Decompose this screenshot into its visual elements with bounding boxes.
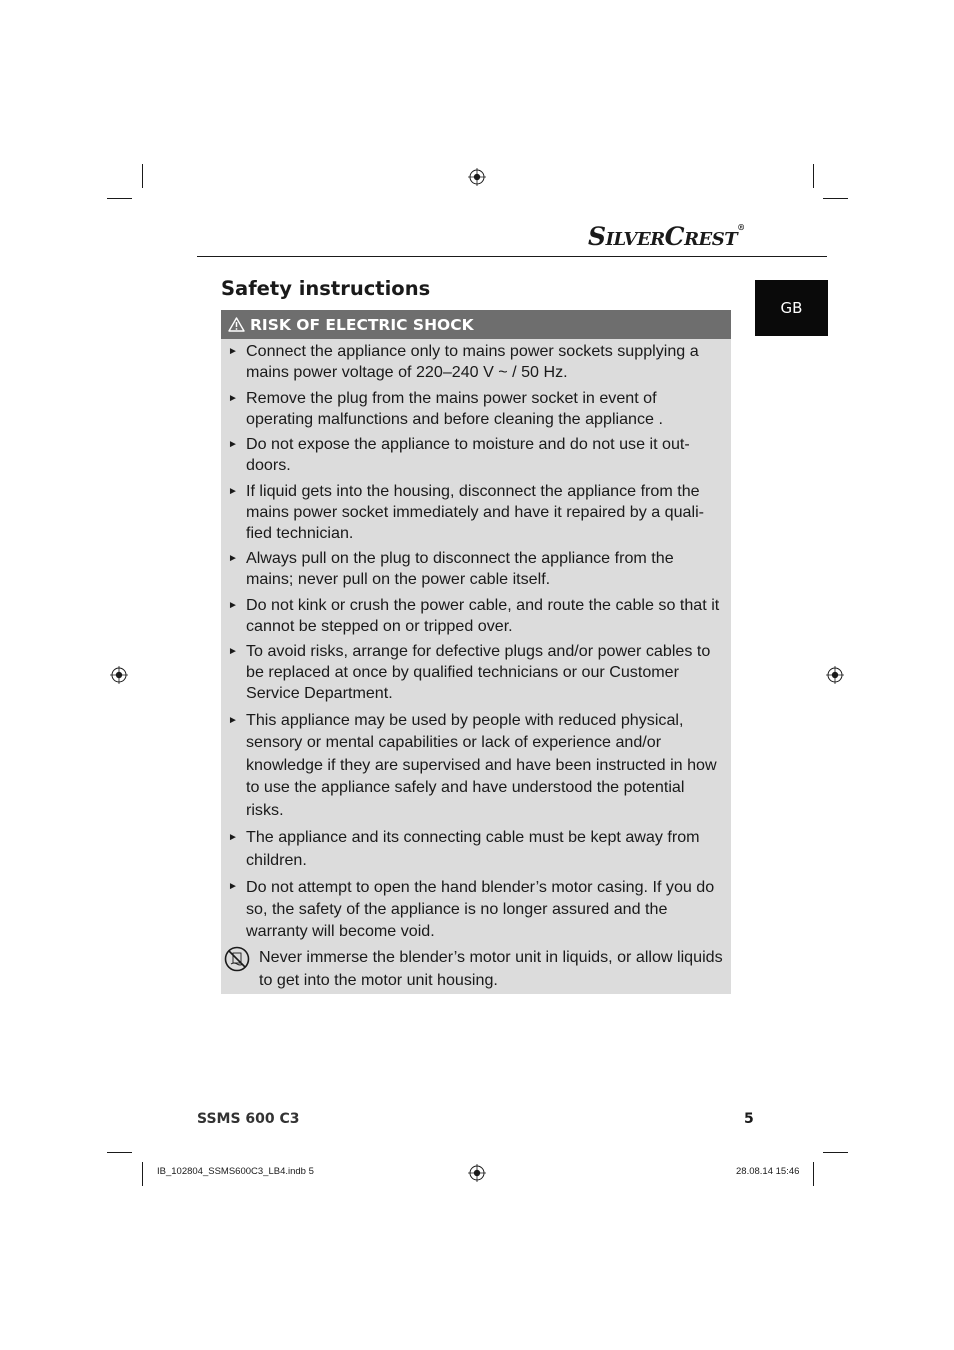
registration-mark-icon (110, 666, 128, 684)
brand-part: C (664, 222, 685, 251)
list-item-text: Always pull on the plug to disconnect the appliance from the mains; never pull on the power cable itself. (246, 549, 674, 588)
footer-model: SSMS 600 C3 (197, 1111, 300, 1127)
brand-part: REST (684, 229, 738, 250)
crop-mark (813, 164, 814, 188)
registration-mark-icon (468, 1164, 486, 1182)
safety-box (221, 310, 731, 994)
list-item-text: Do not expose the appliance to moisture and do not use it out-doors. (246, 435, 690, 474)
crop-mark (142, 164, 143, 188)
arrow-bullet-icon: ► (228, 439, 238, 450)
arrow-bullet-icon: ► (228, 392, 238, 404)
crop-mark (107, 1152, 132, 1153)
crop-mark (813, 1162, 814, 1186)
crop-mark (823, 198, 848, 199)
list-item (221, 548, 731, 590)
arrow-bullet-icon: ► (228, 714, 238, 726)
list-item (221, 341, 731, 383)
list-item (221, 641, 731, 704)
arrow-bullet-icon: ► (228, 485, 238, 497)
crop-mark (823, 1152, 848, 1153)
list-item (221, 388, 731, 430)
arrow-bullet-icon: ► (228, 346, 238, 357)
header-rule (197, 256, 827, 257)
brand-part: ILVER (605, 229, 665, 250)
list-item (221, 876, 731, 942)
no-immerse-note (221, 946, 731, 992)
list-item-text: Connect the appliance only to mains power sockets supplying a mains power voltage of 220–240 V ~ / 50 Hz. (246, 342, 699, 381)
list-item-text: Do not attempt to open the hand blender’s motor casing. If you do so, the safety of the appliance is no longer assured and the warranty will become void. (246, 877, 715, 940)
list-item (221, 481, 731, 544)
brand-logo (588, 222, 745, 251)
crop-mark (142, 1162, 143, 1186)
list-item (221, 595, 731, 637)
crop-mark (107, 198, 132, 199)
warning-label: RISK OF ELECTRIC SHOCK (250, 315, 474, 334)
safety-list (221, 341, 731, 992)
brand-part: S (588, 222, 606, 251)
list-item-text: Do not kink or crush the power cable, and route the cable so that it cannot be stepped on or tripped over. (246, 595, 720, 635)
arrow-bullet-icon: ► (228, 599, 238, 611)
warning-header (221, 310, 731, 339)
list-item-text: This appliance may be used by people with reduced physical, sensory or mental capabilities or lack of experience and/or knowledge if they are supervised and have been instructed in how to use the appliance safely and have understood the potential risks. (246, 710, 717, 819)
arrow-bullet-icon: ► (228, 880, 238, 892)
list-item (221, 826, 731, 871)
list-item (221, 709, 731, 822)
list-item-text: To avoid risks, arrange for defective plugs and/or power cables to be replaced at once by qualified technicians or our Customer Service Department. (246, 642, 711, 702)
page-title: Safety instructions (221, 277, 431, 300)
arrow-bullet-icon: ► (228, 831, 238, 843)
list-item-text: The appliance and its connecting cable must be kept away from children. (246, 827, 700, 869)
warning-triangle-icon (228, 317, 245, 332)
slug-file: IB_102804_SSMS600C3_LB4.indb 5 (157, 1166, 314, 1177)
registered-mark: ® (737, 222, 745, 232)
registration-mark-icon (468, 168, 486, 186)
list-item (221, 434, 731, 476)
page-number: 5 (744, 1111, 754, 1127)
list-item-text: If liquid gets into the housing, disconnect the appliance from the mains power socket immediately and have it repaired by a quali-fied technician. (246, 481, 705, 542)
registration-mark-icon (826, 666, 844, 684)
arrow-bullet-icon: ► (228, 646, 238, 657)
no-immerse-icon (224, 946, 250, 972)
no-immerse-text: Never immerse the blender’s motor unit in liquids, or allow liquids to get into the motor unit housing. (259, 948, 723, 990)
language-tab-label: GB (780, 299, 803, 317)
arrow-bullet-icon: ► (228, 553, 238, 564)
list-item-text: Remove the plug from the mains power socket in event of operating malfunctions and before cleaning the appliance . (246, 388, 663, 428)
slug-date: 28.08.14 15:46 (736, 1166, 800, 1177)
language-tab (755, 280, 828, 336)
